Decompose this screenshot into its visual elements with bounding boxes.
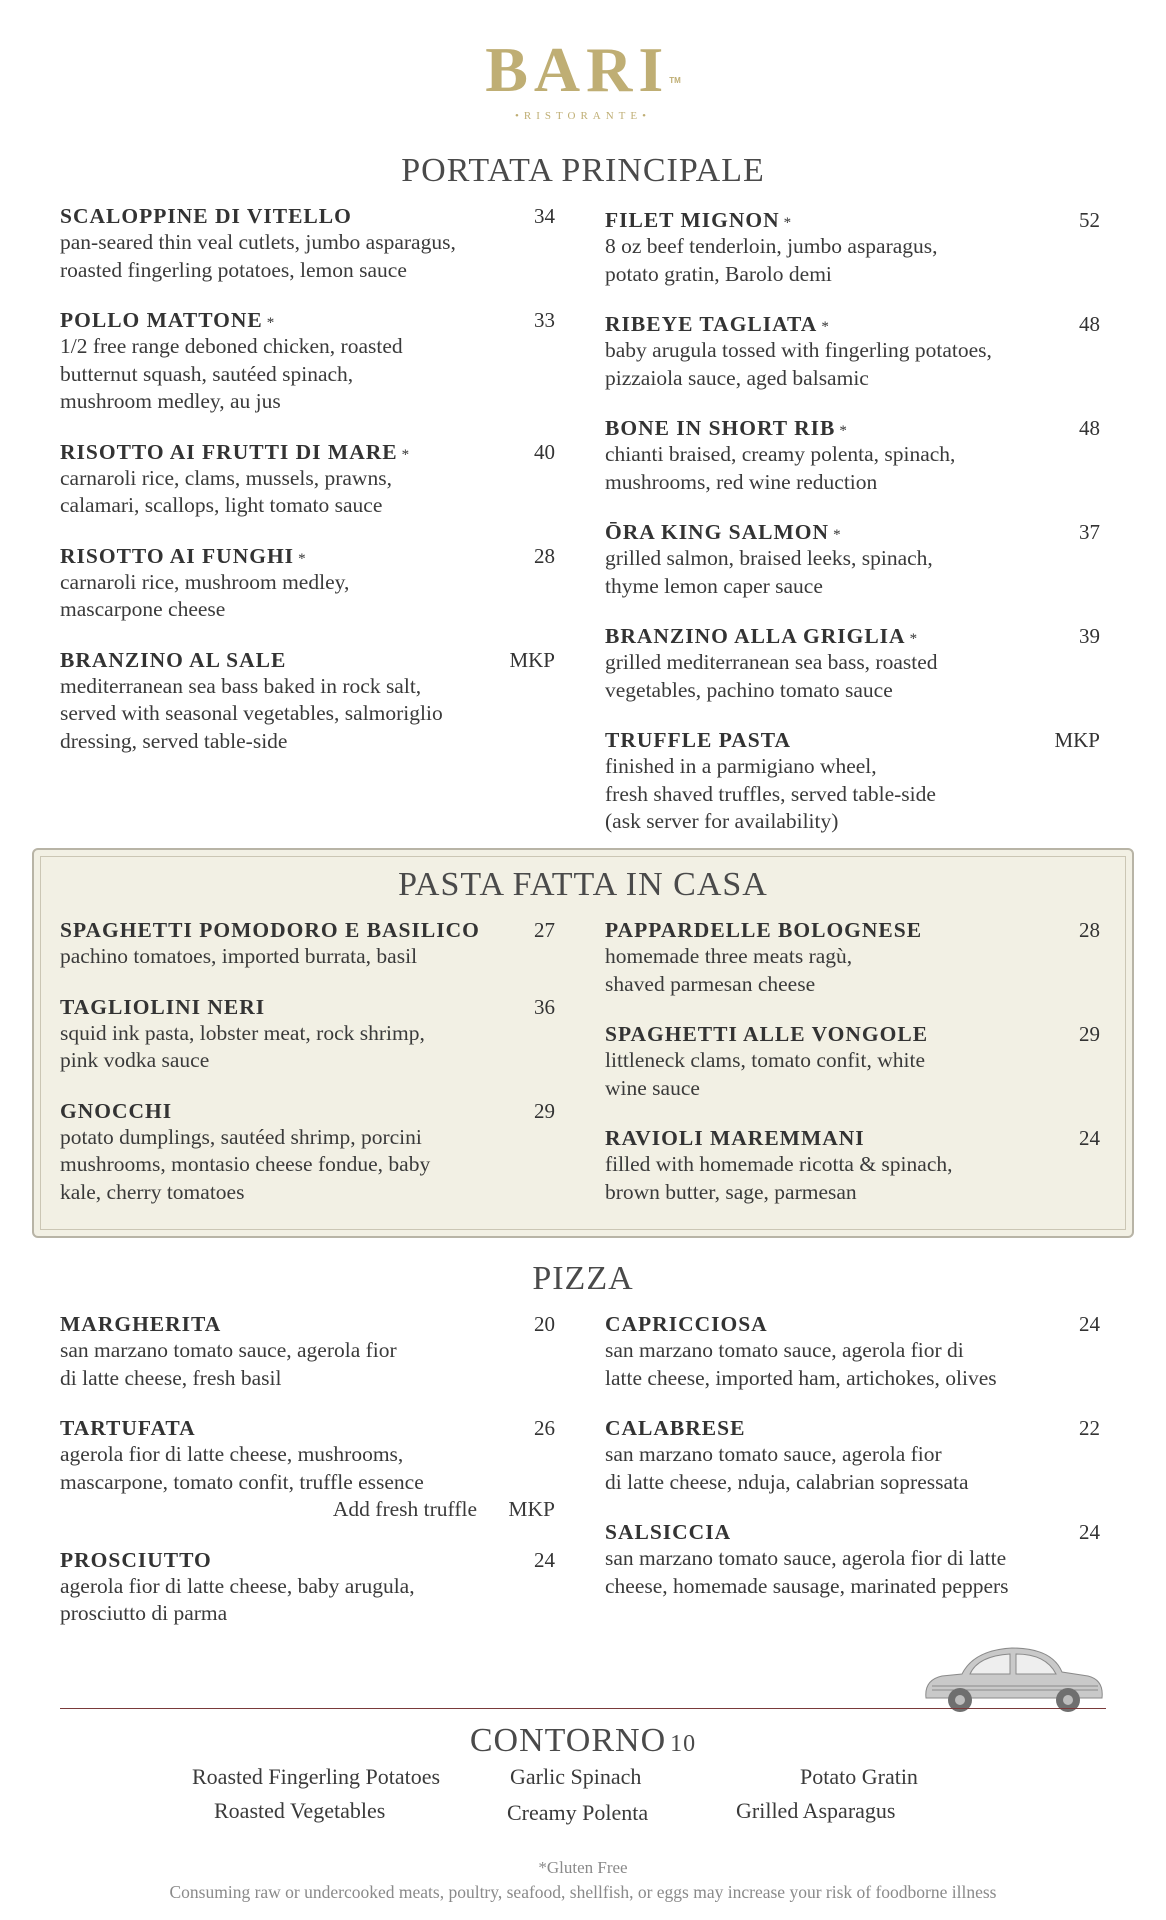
menu-item-name: PROSCIUTTO: [60, 1547, 212, 1572]
menu-item-price: 28: [534, 543, 555, 568]
menu-item: [605, 1022, 1100, 1102]
menu-item-price: 24: [1079, 1126, 1100, 1150]
menu-item-name-row: [60, 1099, 555, 1124]
menu-item-price: 24: [534, 1547, 555, 1572]
menu-item-name-row: [60, 204, 555, 229]
menu-item-name-row: [605, 624, 1100, 649]
menu-item-description: agerola fior di latte cheese, mushrooms, mascarpone, tomato confit, truffle essence: [60, 1442, 424, 1494]
pizza-right-column: [605, 1312, 1100, 1624]
menu-item-description: squid ink pasta, lobster meat, rock shrimp, pink vodka sauce: [60, 1020, 425, 1072]
side-item: Potato Gratin: [800, 1764, 918, 1789]
menu-item-name-row: [605, 918, 1100, 943]
menu-item-name-row: [60, 544, 555, 569]
section-title-pasta: PASTA FATTA IN CASA: [398, 866, 768, 903]
menu-item-price: 29: [1079, 1022, 1100, 1046]
gluten-free-marker: *: [833, 527, 842, 543]
gluten-free-marker: *: [909, 631, 919, 647]
menu-item: [60, 308, 555, 416]
menu-item-price: 33: [534, 308, 555, 332]
add-on-row: [60, 1496, 555, 1524]
menu-item-price: MKP: [509, 647, 555, 672]
menu-item-name-row: [60, 648, 555, 673]
main-left-column: [60, 204, 555, 779]
menu-item: [60, 1312, 555, 1392]
menu-item-description: san marzano tomato sauce, agerola fior di latte cheese, fresh basil: [60, 1338, 397, 1390]
menu-item-name: PAPPARDELLE BOLOGNESE: [605, 918, 923, 942]
menu-item: [605, 312, 1100, 392]
menu-item-name: RAVIOLI MAREMMANI: [605, 1126, 865, 1150]
trademark: TM: [669, 76, 681, 85]
brand-subtitle: •RISTORANTE•: [515, 110, 651, 122]
menu-item-name: TARTUFATA: [60, 1416, 196, 1440]
menu-item-name: POLLO MATTONE: [60, 308, 263, 332]
menu-item-price: 26: [534, 1416, 555, 1440]
gluten-free-note: *Gluten Free: [538, 1858, 628, 1877]
menu-item: [60, 1416, 555, 1524]
menu-item-name: TAGLIOLINI NERI: [60, 994, 266, 1019]
gluten-free-marker: *: [783, 215, 793, 231]
side-item: Roasted Vegetables: [214, 1798, 386, 1823]
menu-item-description: littleneck clams, tomato confit, white wine sauce: [605, 1048, 926, 1100]
menu-item-description: 1/2 free range deboned chicken, roasted butternut squash, sautéed spinach, mushroom medley, au jus: [60, 334, 403, 413]
gluten-free-marker: *: [401, 446, 411, 463]
add-on-label: Add fresh truffle: [332, 1497, 477, 1521]
menu-item-description: san marzano tomato sauce, agerola fior di latte cheese, imported ham, artichokes, olives: [605, 1338, 997, 1390]
menu-item-name: RISOTTO AI FUNGHI: [60, 543, 295, 568]
menu-item-name: TRUFFLE PASTA: [605, 728, 792, 752]
menu-item-price: 39: [1079, 624, 1100, 648]
menu-item: [605, 918, 1100, 998]
menu-item-name-row: [605, 520, 1100, 545]
menu-item-name: GNOCCHI: [60, 1098, 173, 1123]
menu-item-price: 28: [1079, 918, 1100, 942]
menu-item-price: 27: [534, 918, 555, 942]
gluten-free-marker: *: [298, 550, 307, 567]
section-title-contorno: [0, 1722, 1166, 1760]
menu-item-name-row: [60, 440, 555, 465]
menu-item-description: carnaroli rice, clams, mussels, prawns, calamari, scallops, light tomato sauce: [60, 465, 392, 517]
main-right-column: [605, 208, 1100, 860]
food-safety-warning: Consuming raw or undercooked meats, poultry, seafood, shellfish, or eggs may increase your risk of foodborne illness: [169, 1882, 997, 1902]
menu-item: [60, 544, 555, 624]
section-title-main: PORTATA PRINCIPALE: [401, 152, 765, 189]
menu-item: [60, 204, 555, 284]
menu-item-name-row: [60, 1416, 555, 1441]
menu-item-name: MARGHERITA: [60, 1312, 222, 1336]
menu-item-description: 8 oz beef tenderloin, jumbo asparagus, potato gratin, Barolo demi: [605, 234, 938, 286]
menu-item-description: pan-seared thin veal cutlets, jumbo asparagus, roasted fingerling potatoes, lemon sauce: [60, 230, 456, 282]
side-item: Roasted Fingerling Potatoes: [192, 1764, 441, 1789]
add-on-price: MKP: [508, 1497, 555, 1521]
menu-item-description: grilled mediterranean sea bass, roasted vegetables, pachino tomato sauce: [605, 650, 938, 702]
side-item: Creamy Polenta: [507, 1800, 649, 1825]
menu-item-name-row: [605, 728, 1100, 753]
menu-item-description: filled with homemade ricotta & spinach, brown butter, sage, parmesan: [605, 1152, 953, 1204]
pasta-left-column: [60, 918, 555, 1230]
menu-item-name-row: [605, 1022, 1100, 1047]
menu-item-price: 40: [534, 439, 555, 464]
menu-item: [605, 416, 1100, 496]
contorno-price: 10: [670, 1731, 697, 1757]
divider-line: [60, 1708, 1106, 1709]
menu-item-price: 52: [1079, 208, 1100, 232]
menu-item-price: 29: [534, 1098, 555, 1123]
menu-item-price: 20: [534, 1312, 555, 1336]
menu-item-name-row: [605, 1126, 1100, 1151]
menu-item-name-row: [60, 995, 555, 1020]
menu-item: [60, 648, 555, 756]
menu-item: [605, 1126, 1100, 1206]
menu-item: [60, 1099, 555, 1207]
brand-name: BARI: [485, 34, 670, 105]
menu-item-name-row: [605, 208, 1100, 233]
menu-item-price: 48: [1079, 312, 1100, 336]
menu-item-name: BRANZINO AL SALE: [60, 647, 287, 672]
menu-item: [60, 918, 555, 971]
menu-item: [605, 1416, 1100, 1496]
menu-item-name-row: [60, 1312, 555, 1337]
menu-item: [605, 1312, 1100, 1392]
menu-item-name: SPAGHETTI POMODORO E BASILICO: [60, 918, 480, 942]
menu-item-description: grilled salmon, braised leeks, spinach, thyme lemon caper sauce: [605, 546, 933, 598]
vintage-car-illustration: [912, 1620, 1112, 1720]
menu-item: [60, 1548, 555, 1628]
gluten-free-marker: *: [839, 423, 848, 439]
menu-item-name-row: [605, 1312, 1100, 1337]
menu-item-name: RIBEYE TAGLIATA: [605, 312, 818, 336]
side-item: Garlic Spinach: [510, 1764, 642, 1789]
menu-item-description: san marzano tomato sauce, agerola fior di latte cheese, homemade sausage, marinated peppers: [605, 1546, 1009, 1598]
menu-item-price: MKP: [1054, 728, 1100, 752]
menu-item-description: potato dumplings, sautéed shrimp, porcini mushrooms, montasio cheese fondue, baby kale, cherry tomatoes: [60, 1124, 431, 1204]
menu-item-name-row: [605, 1520, 1100, 1545]
menu-item-name-row: [60, 918, 555, 943]
menu-item-name: SALSICCIA: [605, 1520, 732, 1544]
menu-item-name-row: [60, 1548, 555, 1573]
menu-item-description: homemade three meats ragù, shaved parmesan cheese: [605, 944, 853, 996]
gluten-free-marker: *: [266, 315, 276, 331]
contorno-label: CONTORNO: [469, 1722, 667, 1759]
menu-item-price: 24: [1079, 1312, 1100, 1336]
pasta-right-column: [605, 918, 1100, 1230]
menu-item: [60, 440, 555, 520]
menu-item-price: 37: [1079, 520, 1100, 544]
menu-item-price: 48: [1079, 416, 1100, 440]
menu-item: [605, 624, 1100, 704]
menu-item-description: carnaroli rice, mushroom medley, mascarpone cheese: [60, 569, 350, 621]
menu-item-name: CAPRICCIOSA: [605, 1312, 768, 1336]
menu-item-name: BRANZINO ALLA GRIGLIA: [605, 624, 906, 648]
menu-item: [60, 995, 555, 1075]
menu-item-price: 34: [534, 204, 555, 228]
menu-item-name: SPAGHETTI ALLE VONGOLE: [605, 1022, 929, 1046]
menu-item: [605, 208, 1100, 288]
menu-item-name: FILET MIGNON: [605, 208, 780, 232]
menu-item-description: finished in a parmigiano wheel, fresh shaved truffles, served table-side (ask server for availability): [605, 754, 936, 833]
menu-item-description: san marzano tomato sauce, agerola fior di latte cheese, nduja, calabrian sopressata: [605, 1442, 969, 1494]
menu-item-price: 22: [1079, 1416, 1100, 1440]
menu-item-name-row: [605, 312, 1100, 337]
menu-item-name: SCALOPPINE DI VITELLO: [60, 204, 352, 228]
menu-item-description: baby arugula tossed with fingerling potatoes, pizzaiola sauce, aged balsamic: [605, 338, 992, 390]
section-title-pizza: PIZZA: [532, 1260, 634, 1297]
menu-item: [605, 1520, 1100, 1600]
menu-item: [605, 728, 1100, 836]
menu-item-name-row: [605, 1416, 1100, 1441]
gluten-free-marker: *: [821, 319, 830, 335]
menu-item-price: 24: [1079, 1520, 1100, 1544]
menu-item-name: CALABRESE: [605, 1416, 746, 1440]
menu-item-description: mediterranean sea bass baked in rock salt, served with seasonal vegetables, salmoriglio dressing, served table-side: [60, 673, 443, 753]
menu-item-description: pachino tomatoes, imported burrata, basil: [60, 944, 418, 968]
pizza-left-column: [60, 1312, 555, 1652]
logo: [0, 34, 1166, 122]
menu-item-description: chianti braised, creamy polenta, spinach, mushrooms, red wine reduction: [605, 442, 956, 494]
menu-item: [605, 520, 1100, 600]
menu-item-name: ŌRA KING SALMON: [605, 520, 830, 544]
menu-item-name-row: [605, 416, 1100, 441]
menu-item-name: RISOTTO AI FRUTTI DI MARE: [60, 439, 398, 464]
menu-item-description: agerola fior di latte cheese, baby arugula, prosciutto di parma: [60, 1573, 415, 1625]
menu-item-price: 36: [534, 994, 555, 1019]
side-item: Grilled Asparagus: [736, 1798, 896, 1823]
menu-item-name: BONE IN SHORT RIB: [605, 416, 836, 440]
menu-item-name-row: [60, 308, 555, 333]
